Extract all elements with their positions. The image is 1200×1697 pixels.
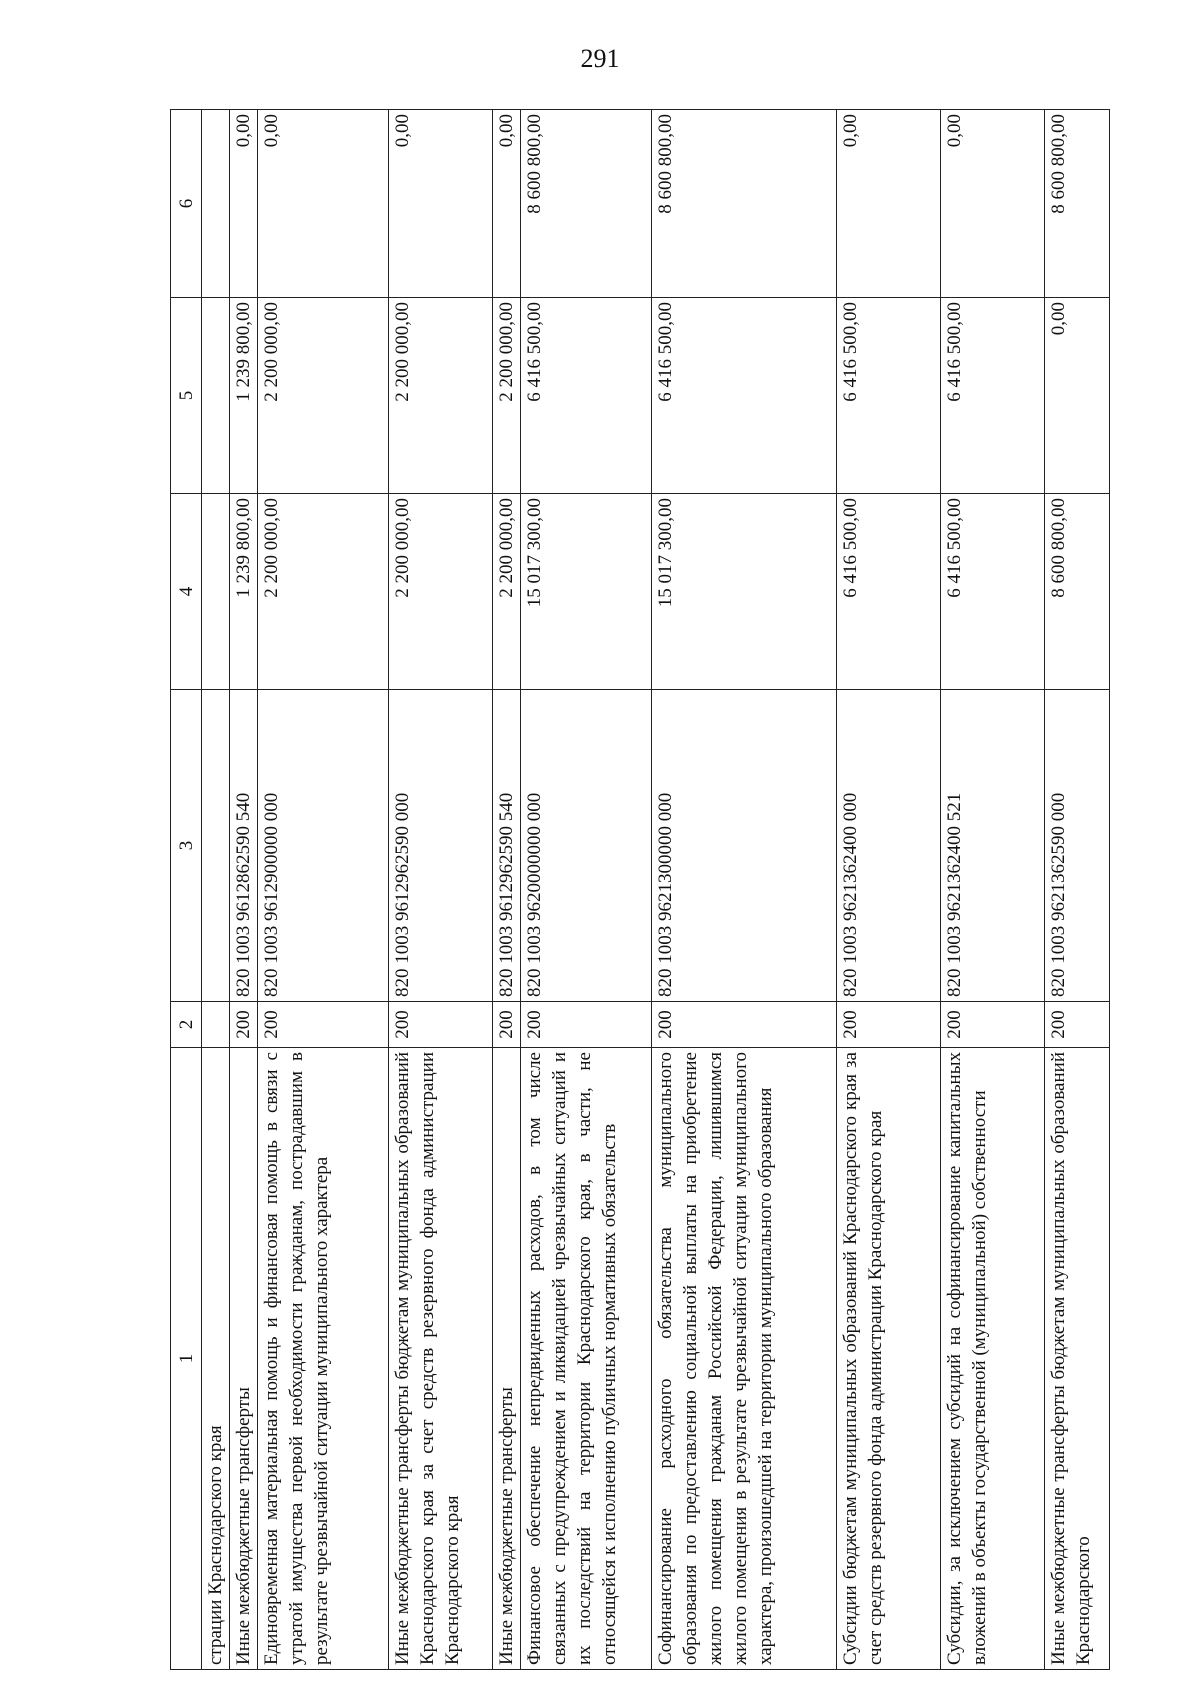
item-total: 2 200 000,00 [389,494,493,690]
table-row [493,110,521,1670]
item-total: 8 600 800,00 [1045,494,1110,690]
item-col6: 8 600 800,00 [521,110,652,298]
item-col6: 0,00 [258,110,389,298]
item-total: 15 017 300,00 [521,494,652,690]
item-col5: 2 200 000,00 [493,298,521,494]
item-code: 200 [389,1002,493,1048]
item-col6: 0,00 [389,110,493,298]
item-name: Единовременная материальная помощь и финансовая помощь в связи с утратой имущества первой необходимости гражданам, пострадавшим в результате чрезвычайной ситуации муниципального характера [258,1048,389,1670]
table-row [230,110,258,1670]
item-code: 200 [258,1002,389,1048]
item-code: 200 [837,1002,941,1048]
item-name: Финансовое обеспечение непредвиденных расходов, в том числе связанных с предупреждением и ликвидацией чрезвычайных ситуаций и их последствий на территории Краснодарского края, в части, не относящейся к исполнению публичных нормативных обязательств [521,1048,652,1670]
item-name: страции Краснодарского края [202,1048,230,1670]
table-row [1045,110,1110,1670]
budget-table [170,109,1110,1670]
item-kbk: 820 1003 9612900000 000 [258,690,389,1002]
item-kbk: 820 1003 9612962590 000 [389,690,493,1002]
item-col5: 6 416 500,00 [652,298,837,494]
item-col6: 0,00 [837,110,941,298]
item-col5: 6 416 500,00 [837,298,941,494]
item-kbk: 820 1003 9612962590 540 [493,690,521,1002]
item-kbk: 820 1003 9621362400 521 [941,690,1045,1002]
table-row [837,110,941,1670]
header-cell: 3 [171,690,202,1002]
item-total [202,494,230,690]
item-total: 2 200 000,00 [493,494,521,690]
item-name: Субсидии, за исключением субсидий на софинансирование капитальных вложений в объекты государственной (муниципальной) собственности [941,1048,1045,1670]
item-col5: 2 200 000,00 [258,298,389,494]
item-code: 200 [941,1002,1045,1048]
table-row [202,110,230,1670]
item-total: 1 239 800,00 [230,494,258,690]
item-col5: 1 239 800,00 [230,298,258,494]
page-number: 291 [580,44,620,73]
item-name: Софинансирование расходного обязательства муниципального образования по предоставлению социальной выплаты на приобретение жилого помещения гражданам Российской Федерации, лишившимся жилого помещения в результате чрезвычайной ситуации муниципального характера, произошедшей на территории муниципального образования [652,1048,837,1670]
table-row [521,110,652,1670]
item-col5: 0,00 [1045,298,1110,494]
item-name: Иные межбюджетные трансферты [493,1048,521,1670]
header-cell: 4 [171,494,202,690]
header-cell: 5 [171,298,202,494]
item-kbk: 820 1003 9621362400 000 [837,690,941,1002]
item-col6: 0,00 [230,110,258,298]
item-name: Иные межбюджетные трансферты бюджетам муниципальных образований Краснодарского края за счет средств резервного фонда администрации Краснодарского края [389,1048,493,1670]
item-code: 200 [1045,1002,1110,1048]
item-kbk: 820 1003 9621300000 000 [652,690,837,1002]
item-total: 2 200 000,00 [258,494,389,690]
item-col6: 0,00 [493,110,521,298]
item-code [202,1002,230,1048]
rotated-table-container [170,110,1110,1670]
item-col6: 8 600 800,00 [1045,110,1110,298]
item-col6: 8 600 800,00 [652,110,837,298]
header-cell: 2 [171,1002,202,1048]
item-kbk: 820 1003 9612862590 540 [230,690,258,1002]
item-col5 [202,298,230,494]
item-code: 200 [652,1002,837,1048]
item-kbk: 820 1003 9621362590 000 [1045,690,1110,1002]
header-cell: 1 [171,1048,202,1670]
item-col5: 2 200 000,00 [389,298,493,494]
table-row [652,110,837,1670]
table-header-row [171,110,202,1670]
item-kbk: 820 1003 9620000000 000 [521,690,652,1002]
item-name: Субсидии бюджетам муниципальных образований Краснодарского края за счет средств резервного фонда администрации Краснодарского края [837,1048,941,1670]
item-total: 15 017 300,00 [652,494,837,690]
item-total: 6 416 500,00 [837,494,941,690]
header-cell: 6 [171,110,202,298]
item-name: Иные межбюджетные трансферты бюджетам муниципальных образований Краснодарского [1045,1048,1110,1670]
item-kbk [202,690,230,1002]
table-row [941,110,1045,1670]
table-row [389,110,493,1670]
item-col5: 6 416 500,00 [941,298,1045,494]
item-code: 200 [493,1002,521,1048]
item-code: 200 [230,1002,258,1048]
item-total: 6 416 500,00 [941,494,1045,690]
item-col6: 0,00 [941,110,1045,298]
item-col5: 6 416 500,00 [521,298,652,494]
item-name: Иные межбюджетные трансферты [230,1048,258,1670]
item-code: 200 [521,1002,652,1048]
item-col6 [202,110,230,298]
table-row [258,110,389,1670]
